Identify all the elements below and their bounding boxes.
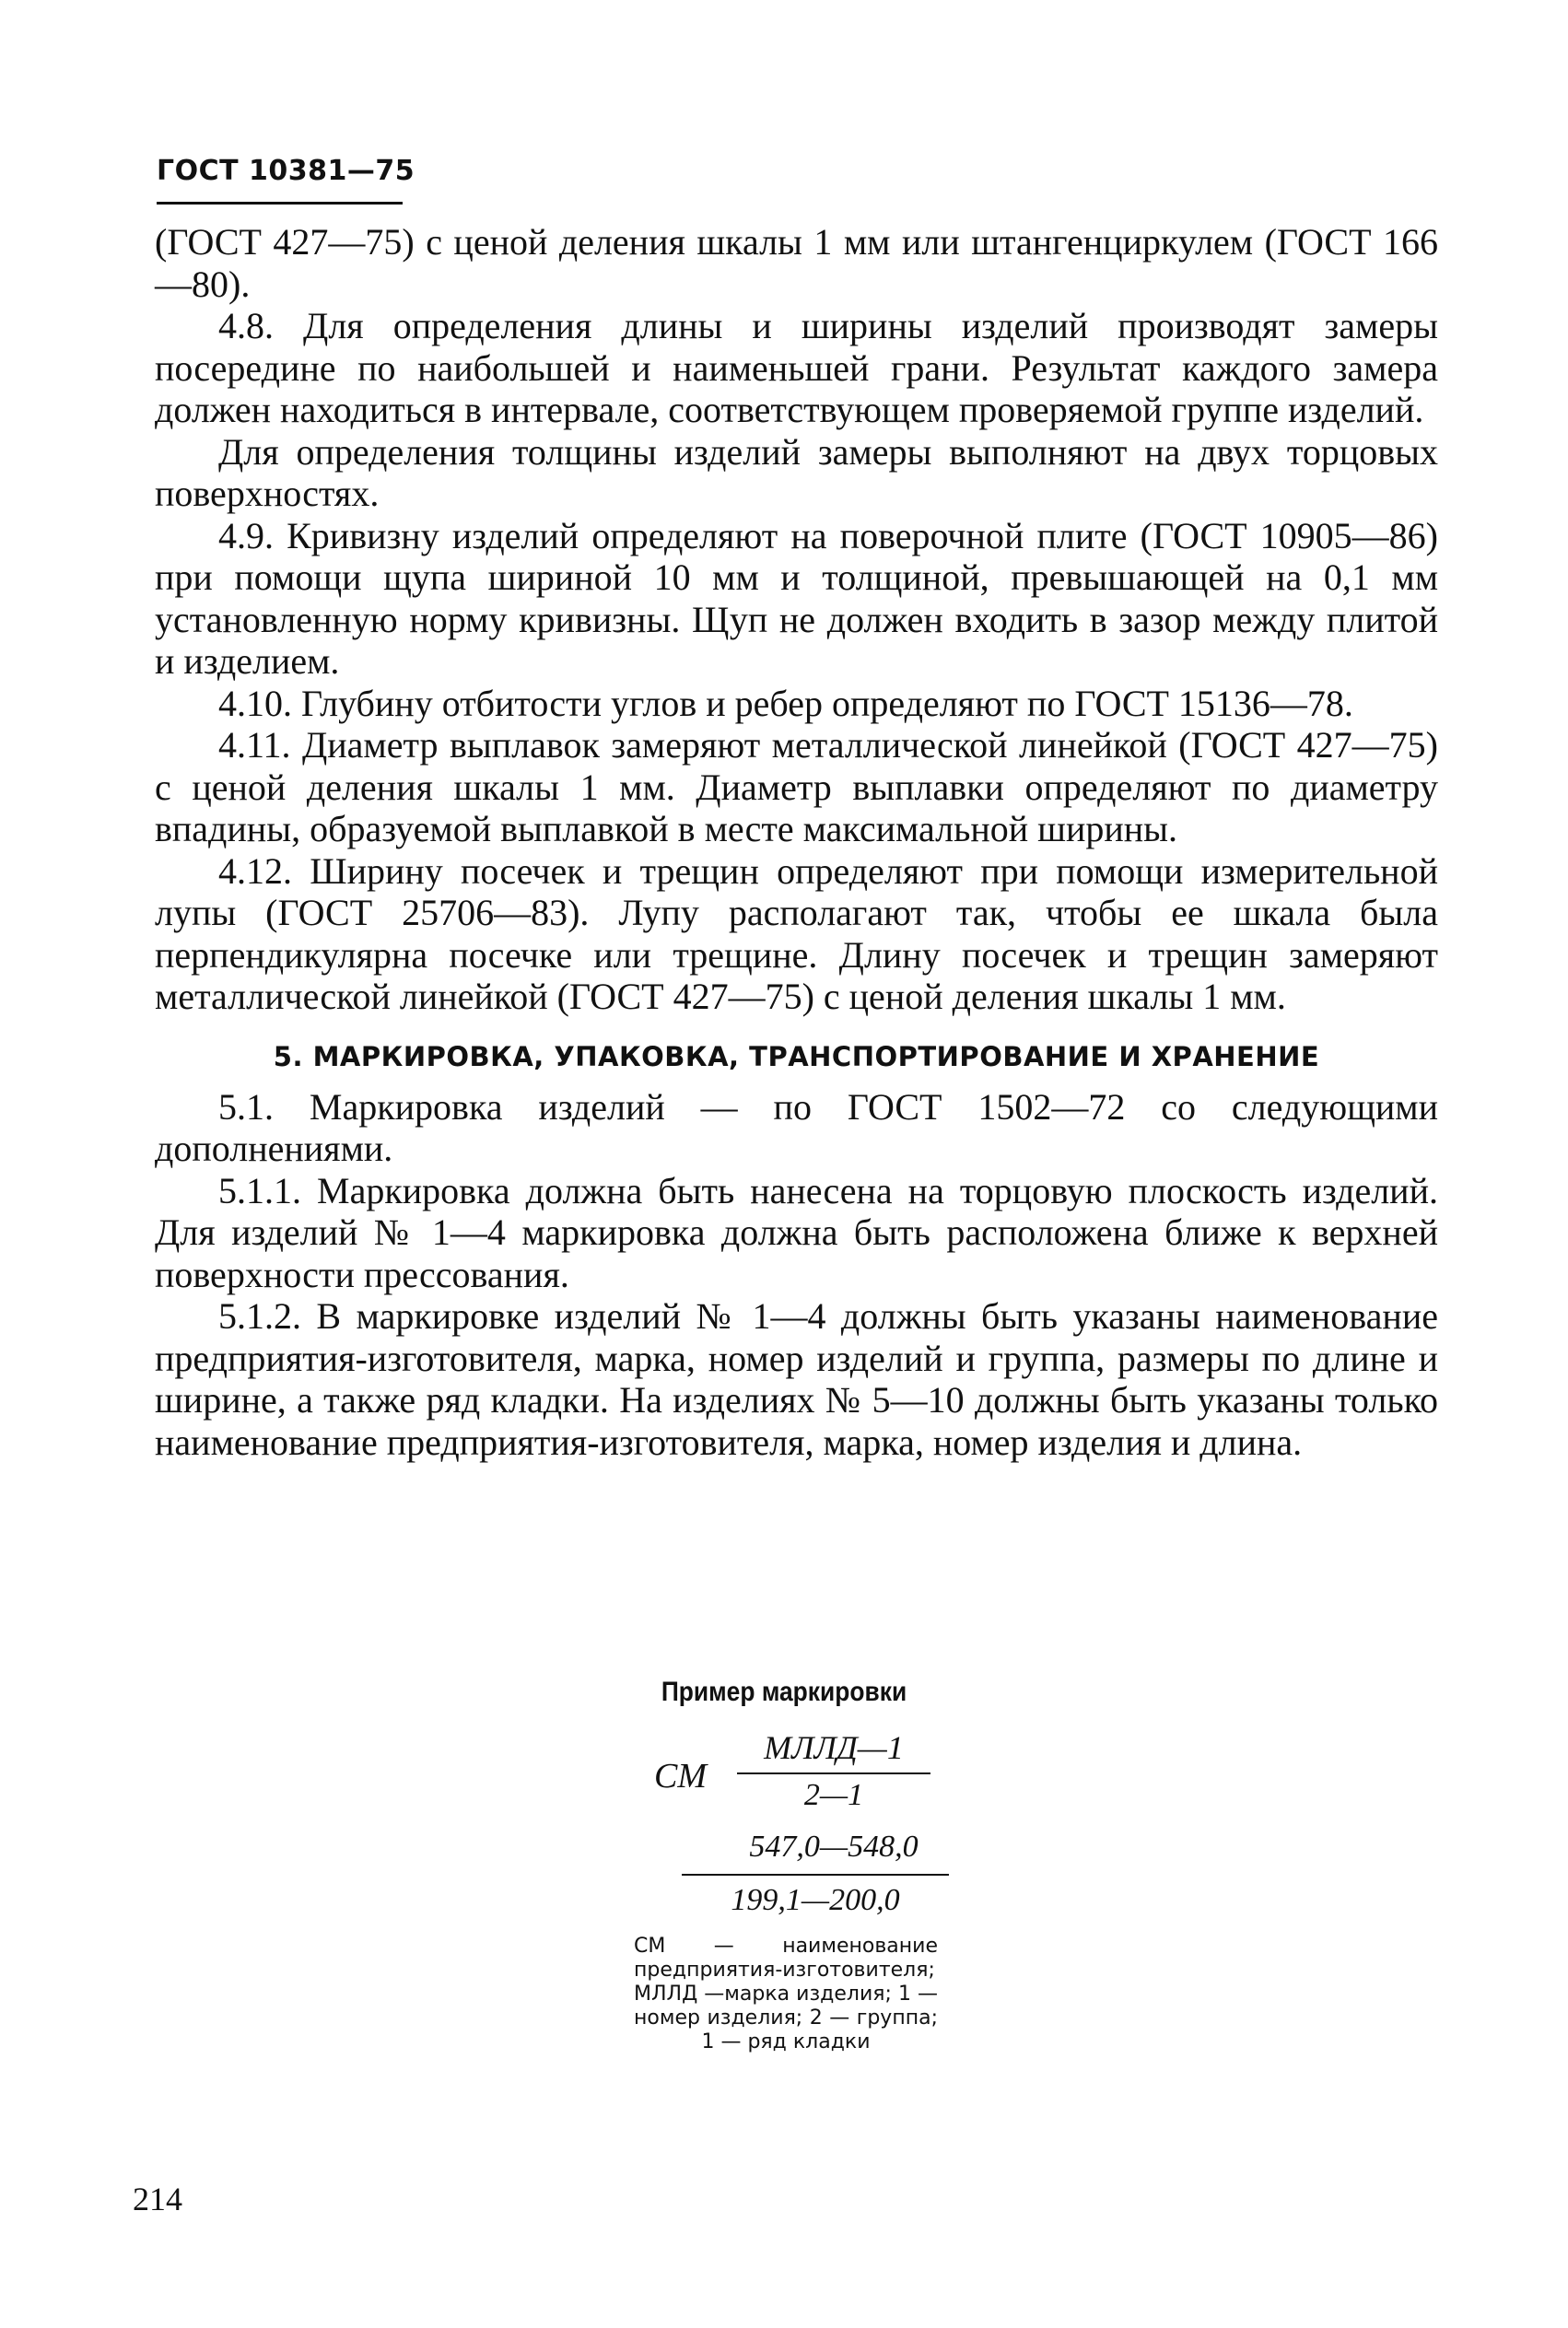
- fraction-bar: [682, 1874, 949, 1876]
- marking-legend: СМ — наименование предприятия-изготовителя; МЛЛД —марка изделия; 1 — номер изделия; 2 — группа; 1 — ряд кладки: [634, 1935, 938, 2053]
- paragraph-5-1-1: 5.1.1. Маркировка должна быть нанесена на торцовую плоскость изделий. Для изделий № 1—4 маркировка должна быть расположена ближе к верхней поверхности прессования.: [155, 1169, 1438, 1295]
- marking-example: [645, 1728, 949, 1931]
- running-header: ГОСТ 10381—75: [157, 155, 415, 187]
- paragraph-continuation: (ГОСТ 427—75) с ценой деления шкалы 1 мм или штангенциркулем (ГОСТ 166—80).: [155, 221, 1438, 305]
- page-number: 214: [133, 2181, 182, 2217]
- marking-prefix: СМ: [654, 1757, 707, 1796]
- marking-width-range: 199,1—200,0: [731, 1883, 900, 1917]
- paragraph-4-8: 4.8. Для определения длины и ширины изделий производят замеры посередине по наибольшей и наименьшей грани. Результат каждого замера должен находиться в интервале, соответствующем проверяемой группе изделий.: [155, 305, 1438, 430]
- header-rule: [157, 202, 403, 205]
- marking-length-range: 547,0—548,0: [749, 1830, 919, 1864]
- paragraph-4-12: 4.12. Ширину посечек и трещин определяют при помощи измерительной лупы (ГОСТ 25706—83). Лупу располагают так, чтобы ее шкала была перпендикулярна посечке или трещине. Длину посечек и трещин замеряют металлической линейкой (ГОСТ 427—75) с ценой деления шкалы 1 мм.: [155, 849, 1438, 1017]
- paragraph-4-10: 4.10. Глубину отбитости углов и ребер определяют по ГОСТ 15136—78.: [218, 682, 1353, 724]
- paragraph-4-9: 4.9. Кривизну изделий определяют на поверочной плите (ГОСТ 10905—86) при помощи щупа шириной 10 мм и толщиной, превышающей на 0,1 мм установленную норму кривизны. Щуп не должен входить в зазор между плитой и изделием.: [155, 514, 1438, 682]
- paragraph-thickness: Для определения толщины изделий замеры выполняют на двух торцовых поверхностях.: [155, 430, 1438, 514]
- paragraph-5-1-2: 5.1.2. В маркировке изделий № 1—4 должны быть указаны наименование предприятия-изготовителя, марка, номер изделий и группа, размеры по длине и ширине, а также ряд кладки. На изделиях № 5—10 должны быть указаны только наименование предприятия-изготовителя, марка, номер изделия и длина.: [155, 1295, 1438, 1463]
- paragraph-4-11: 4.11. Диаметр выплавок замеряют металлической линейкой (ГОСТ 427—75) с ценой деления шкалы 1 мм. Диаметр выплавки определяют по диаметру впадины, образуемой выплавкой в месте максимальной ширины.: [155, 724, 1438, 849]
- fraction-bar: [737, 1772, 930, 1774]
- section-5-heading: 5. МАРКИРОВКА, УПАКОВКА, ТРАНСПОРТИРОВАНИЕ И ХРАНЕНИЕ: [273, 1040, 1320, 1072]
- marking-numerator: МЛЛД—1: [764, 1729, 904, 1766]
- marking-group-row: 2—1: [803, 1778, 864, 1812]
- paragraph-5-1: 5.1. Маркировка изделий — по ГОСТ 1502—72 со следующими дополнениями.: [155, 1085, 1438, 1169]
- body-text: [155, 221, 1438, 1463]
- example-title: Пример маркировки: [661, 1677, 907, 1707]
